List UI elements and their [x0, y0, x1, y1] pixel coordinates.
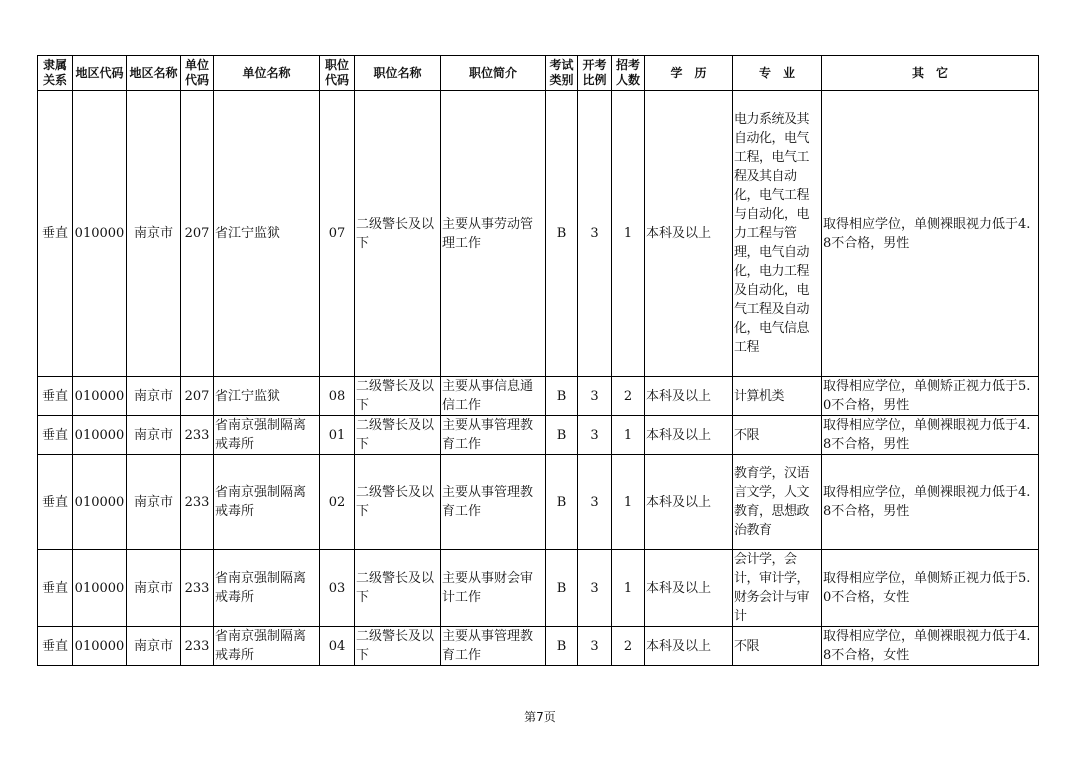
cell-recruit-count: 1 [612, 550, 645, 627]
cell-region-code: 010000 [73, 455, 127, 550]
cell-region-name: 南京市 [127, 627, 181, 666]
cell-education: 本科及以上 [645, 627, 733, 666]
cell-unit-name: 省江宁监狱 [214, 377, 320, 416]
cell-region-name: 南京市 [127, 377, 181, 416]
cell-position-name: 二级警长及以下 [355, 550, 441, 627]
cell-other: 取得相应学位，单侧裸眼视力低于4.8不合格，男性 [822, 91, 1039, 377]
cell-position-description: 主要从事管理教育工作 [441, 455, 546, 550]
cell-exam-category: B [546, 550, 578, 627]
cell-position-code: 02 [320, 455, 355, 550]
cell-exam-ratio: 3 [578, 550, 612, 627]
cell-exam-category: B [546, 416, 578, 455]
cell-region-name: 南京市 [127, 455, 181, 550]
cell-position-name: 二级警长及以下 [355, 91, 441, 377]
cell-major: 教育学，汉语言文学，人文教育，思想政治教育 [733, 455, 822, 550]
cell-other: 取得相应学位，单侧矫正视力低于5.0不合格，女性 [822, 550, 1039, 627]
header-affiliation: 隶属关系 [38, 56, 73, 91]
cell-education: 本科及以上 [645, 416, 733, 455]
cell-recruit-count: 2 [612, 627, 645, 666]
cell-affiliation: 垂直 [38, 91, 73, 377]
cell-exam-ratio: 3 [578, 455, 612, 550]
cell-affiliation: 垂直 [38, 416, 73, 455]
header-region-code: 地区代码 [73, 56, 127, 91]
cell-region-code: 010000 [73, 550, 127, 627]
cell-major: 计算机类 [733, 377, 822, 416]
header-recruit-count: 招考人数 [612, 56, 645, 91]
cell-exam-ratio: 3 [578, 627, 612, 666]
cell-recruit-count: 1 [612, 455, 645, 550]
cell-major: 会计学，会计，审计学，财务会计与审计 [733, 550, 822, 627]
cell-affiliation: 垂直 [38, 627, 73, 666]
cell-exam-category: B [546, 627, 578, 666]
cell-exam-category: B [546, 377, 578, 416]
table-row [38, 91, 1039, 377]
cell-exam-ratio: 3 [578, 416, 612, 455]
cell-education: 本科及以上 [645, 550, 733, 627]
cell-recruit-count: 1 [612, 416, 645, 455]
cell-major: 不限 [733, 627, 822, 666]
header-row [38, 56, 1039, 91]
cell-unit-code: 233 [181, 416, 214, 455]
cell-region-code: 010000 [73, 627, 127, 666]
page-number: 第7页 [524, 710, 556, 724]
cell-unit-code: 233 [181, 550, 214, 627]
cell-affiliation: 垂直 [38, 550, 73, 627]
cell-position-code: 01 [320, 416, 355, 455]
cell-position-code: 08 [320, 377, 355, 416]
cell-other: 取得相应学位，单侧矫正视力低于5.0不合格，男性 [822, 377, 1039, 416]
header-position-code: 职位代码 [320, 56, 355, 91]
header-position-description: 职位简介 [441, 56, 546, 91]
cell-other: 取得相应学位，单侧裸眼视力低于4.8不合格，男性 [822, 455, 1039, 550]
cell-education: 本科及以上 [645, 455, 733, 550]
cell-major: 电力系统及其自动化，电气工程，电气工程及其自动化，电气工程与自动化，电力工程与管理，电气自动化，电力工程及自动化，电气工程及自动化，电气信息工程 [733, 91, 822, 377]
header-region-name: 地区名称 [127, 56, 181, 91]
cell-position-code: 03 [320, 550, 355, 627]
cell-unit-code: 207 [181, 377, 214, 416]
cell-education: 本科及以上 [645, 91, 733, 377]
cell-position-name: 二级警长及以下 [355, 416, 441, 455]
cell-position-description: 主要从事劳动管理工作 [441, 91, 546, 377]
cell-other: 取得相应学位，单侧裸眼视力低于4.8不合格，男性 [822, 416, 1039, 455]
table-row [38, 377, 1039, 416]
cell-region-name: 南京市 [127, 91, 181, 377]
recruitment-table [37, 55, 1039, 666]
cell-exam-ratio: 3 [578, 91, 612, 377]
cell-position-description: 主要从事管理教育工作 [441, 416, 546, 455]
cell-exam-ratio: 3 [578, 377, 612, 416]
cell-unit-name: 省南京强制隔离戒毒所 [214, 455, 320, 550]
cell-unit-name: 省南京强制隔离戒毒所 [214, 550, 320, 627]
cell-unit-code: 207 [181, 91, 214, 377]
header-exam-ratio: 开考比例 [578, 56, 612, 91]
table-row [38, 455, 1039, 550]
table-row [38, 627, 1039, 666]
cell-affiliation: 垂直 [38, 455, 73, 550]
header-education: 学 历 [645, 56, 733, 91]
header-major: 专 业 [733, 56, 822, 91]
cell-recruit-count: 2 [612, 377, 645, 416]
cell-other: 取得相应学位，单侧裸眼视力低于4.8不合格，女性 [822, 627, 1039, 666]
cell-unit-code: 233 [181, 455, 214, 550]
cell-position-name: 二级警长及以下 [355, 455, 441, 550]
cell-unit-name: 省南京强制隔离戒毒所 [214, 627, 320, 666]
cell-region-name: 南京市 [127, 550, 181, 627]
cell-region-code: 010000 [73, 91, 127, 377]
cell-position-code: 07 [320, 91, 355, 377]
cell-position-name: 二级警长及以下 [355, 377, 441, 416]
cell-position-code: 04 [320, 627, 355, 666]
cell-education: 本科及以上 [645, 377, 733, 416]
cell-region-name: 南京市 [127, 416, 181, 455]
cell-exam-category: B [546, 91, 578, 377]
cell-unit-code: 233 [181, 627, 214, 666]
header-position-name: 职位名称 [355, 56, 441, 91]
cell-position-name: 二级警长及以下 [355, 627, 441, 666]
cell-unit-name: 省江宁监狱 [214, 91, 320, 377]
cell-exam-category: B [546, 455, 578, 550]
cell-unit-name: 省南京强制隔离戒毒所 [214, 416, 320, 455]
cell-recruit-count: 1 [612, 91, 645, 377]
table-row [38, 550, 1039, 627]
cell-affiliation: 垂直 [38, 377, 73, 416]
cell-region-code: 010000 [73, 416, 127, 455]
header-exam-category: 考试类别 [546, 56, 578, 91]
header-other: 其 它 [822, 56, 1039, 91]
cell-position-description: 主要从事财会审计工作 [441, 550, 546, 627]
cell-position-description: 主要从事信息通信工作 [441, 377, 546, 416]
cell-major: 不限 [733, 416, 822, 455]
header-unit-name: 单位名称 [214, 56, 320, 91]
cell-region-code: 010000 [73, 377, 127, 416]
header-unit-code: 单位代码 [181, 56, 214, 91]
table-row [38, 416, 1039, 455]
cell-position-description: 主要从事管理教育工作 [441, 627, 546, 666]
